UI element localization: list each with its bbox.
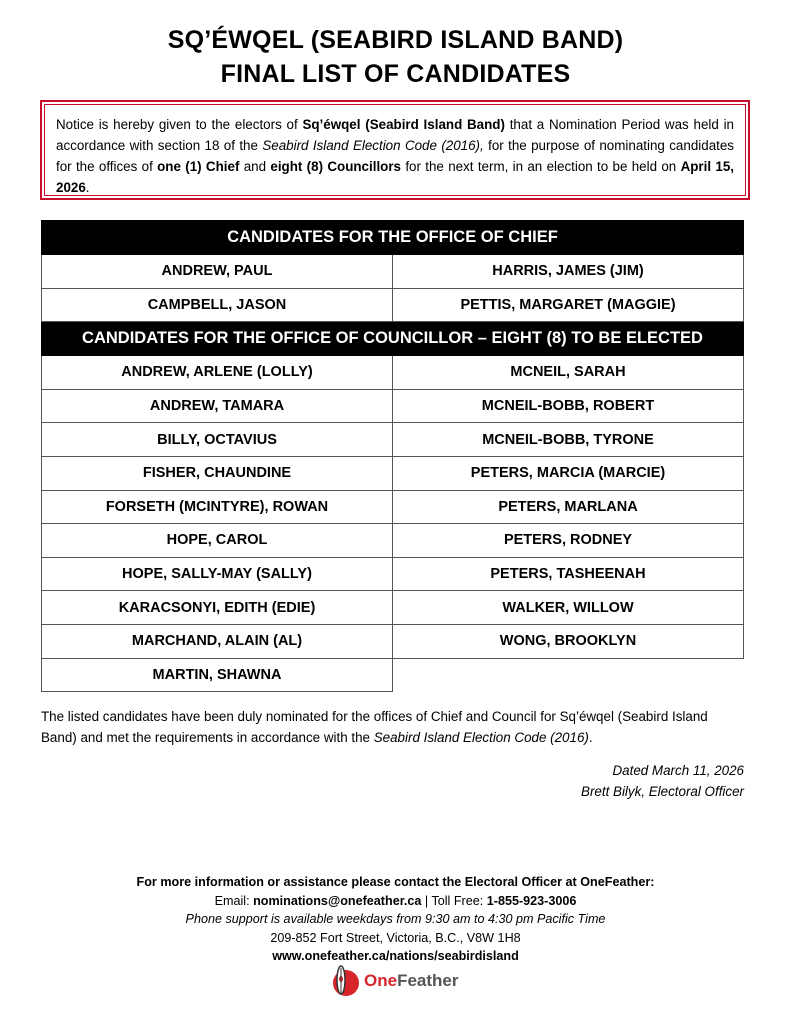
officer-line: Brett Bilyk, Electoral Officer	[581, 784, 744, 799]
table-row	[42, 490, 744, 524]
candidates-table	[41, 220, 744, 692]
councillor-candidate: ANDREW, ARLENE (LOLLY)	[42, 356, 393, 390]
councillor-candidate: MCNEIL-BOBB, TYRONE	[393, 423, 744, 457]
chief-candidate: PETTIS, MARGARET (MAGGIE)	[393, 288, 744, 322]
chief-candidate: CAMPBELL, JASON	[42, 288, 393, 322]
table-row	[42, 255, 744, 289]
councillor-candidate: MARTIN, SHAWNA	[42, 658, 393, 692]
statement: The listed candidates have been duly nominated for the offices of Chief and Council for Sq’éwqel (Seabird Island Band) and met the requirements in accordance with the Seabird Island Election Code (2016).	[41, 709, 708, 745]
councillor-candidate: PETERS, MARLANA	[393, 490, 744, 524]
councillor-candidate: WALKER, WILLOW	[393, 591, 744, 625]
councillor-candidate: PETERS, RODNEY	[393, 524, 744, 558]
notice-box	[40, 100, 750, 200]
website-link[interactable]: www.onefeather.ca/nations/seabirdisland	[272, 949, 519, 963]
chief-heading: CANDIDATES FOR THE OFFICE OF CHIEF	[42, 221, 744, 255]
dated-line: Dated March 11, 2026	[612, 763, 744, 778]
councillor-candidate: FORSETH (MCINTYRE), ROWAN	[42, 490, 393, 524]
onefeather-logo: OneFeather	[330, 964, 458, 998]
chief-candidate: ANDREW, PAUL	[42, 255, 393, 289]
chief-candidate: HARRIS, JAMES (JIM)	[393, 255, 744, 289]
empty-cell	[393, 658, 744, 692]
feather-logo-icon	[330, 964, 360, 998]
contact-line: For more information or assistance please contact the Electoral Officer at OneFeather:	[136, 875, 655, 889]
table-row	[42, 658, 744, 692]
councillor-candidate: PETERS, TASHEENAH	[393, 557, 744, 591]
signoff	[581, 760, 744, 802]
councillor-candidate: KARACSONYI, EDITH (EDIE)	[42, 591, 393, 625]
table-row	[42, 456, 744, 490]
table-row	[42, 524, 744, 558]
address-line: 209-852 Fort Street, Victoria, B.C., V8W 1H8	[270, 930, 521, 945]
councillor-candidate: MARCHAND, ALAIN (AL)	[42, 624, 393, 658]
phone-number: 1-855-923-3006	[486, 893, 577, 908]
email-link[interactable]: nominations@onefeather.ca	[253, 893, 422, 908]
table-row	[42, 423, 744, 457]
councillor-candidate: HOPE, CAROL	[42, 524, 393, 558]
councillor-candidate: PETERS, MARCIA (MARCIE)	[393, 456, 744, 490]
councillor-candidate: MCNEIL-BOBB, ROBERT	[393, 389, 744, 423]
councillor-heading-row	[42, 322, 744, 356]
councillor-candidate: WONG, BROOKLYN	[393, 624, 744, 658]
hours-line: Phone support is available weekdays from 9:30 am to 4:30 pm Pacific Time	[185, 912, 606, 926]
councillor-candidate: HOPE, SALLY-MAY (SALLY)	[42, 557, 393, 591]
table-row	[42, 389, 744, 423]
chief-heading-row	[42, 221, 744, 255]
page-subtitle: FINAL LIST OF CANDIDATES	[220, 60, 571, 88]
table-row	[42, 591, 744, 625]
table-row	[42, 624, 744, 658]
councillor-candidate: FISHER, CHAUNDINE	[42, 456, 393, 490]
email-line: Email: nominations@onefeather.ca | Toll Free: 1-855-923-3006	[214, 893, 577, 908]
footer	[0, 873, 791, 966]
councillor-candidate: MCNEIL, SARAH	[393, 356, 744, 390]
page-title: SQ’ÉWQEL (SEABIRD ISLAND BAND)	[167, 26, 624, 54]
table-row	[42, 288, 744, 322]
table-row	[42, 557, 744, 591]
table-row	[42, 356, 744, 390]
councillor-candidate: ANDREW, TAMARA	[42, 389, 393, 423]
councillor-candidate: BILLY, OCTAVIUS	[42, 423, 393, 457]
notice-text: Notice is hereby given to the electors of Sq’éwqel (Seabird Island Band) that a Nomination Period was held in accordance with section 18 of the Seabird Island Election Code (2016), for the purpose of nominating candidates for the offices of one (1) Chief and eight (8) Councillors for the next term, in an election to be held on April 15, 2026.	[44, 104, 746, 196]
councillor-heading: CANDIDATES FOR THE OFFICE OF COUNCILLOR – EIGHT (8) TO BE ELECTED	[42, 322, 744, 356]
